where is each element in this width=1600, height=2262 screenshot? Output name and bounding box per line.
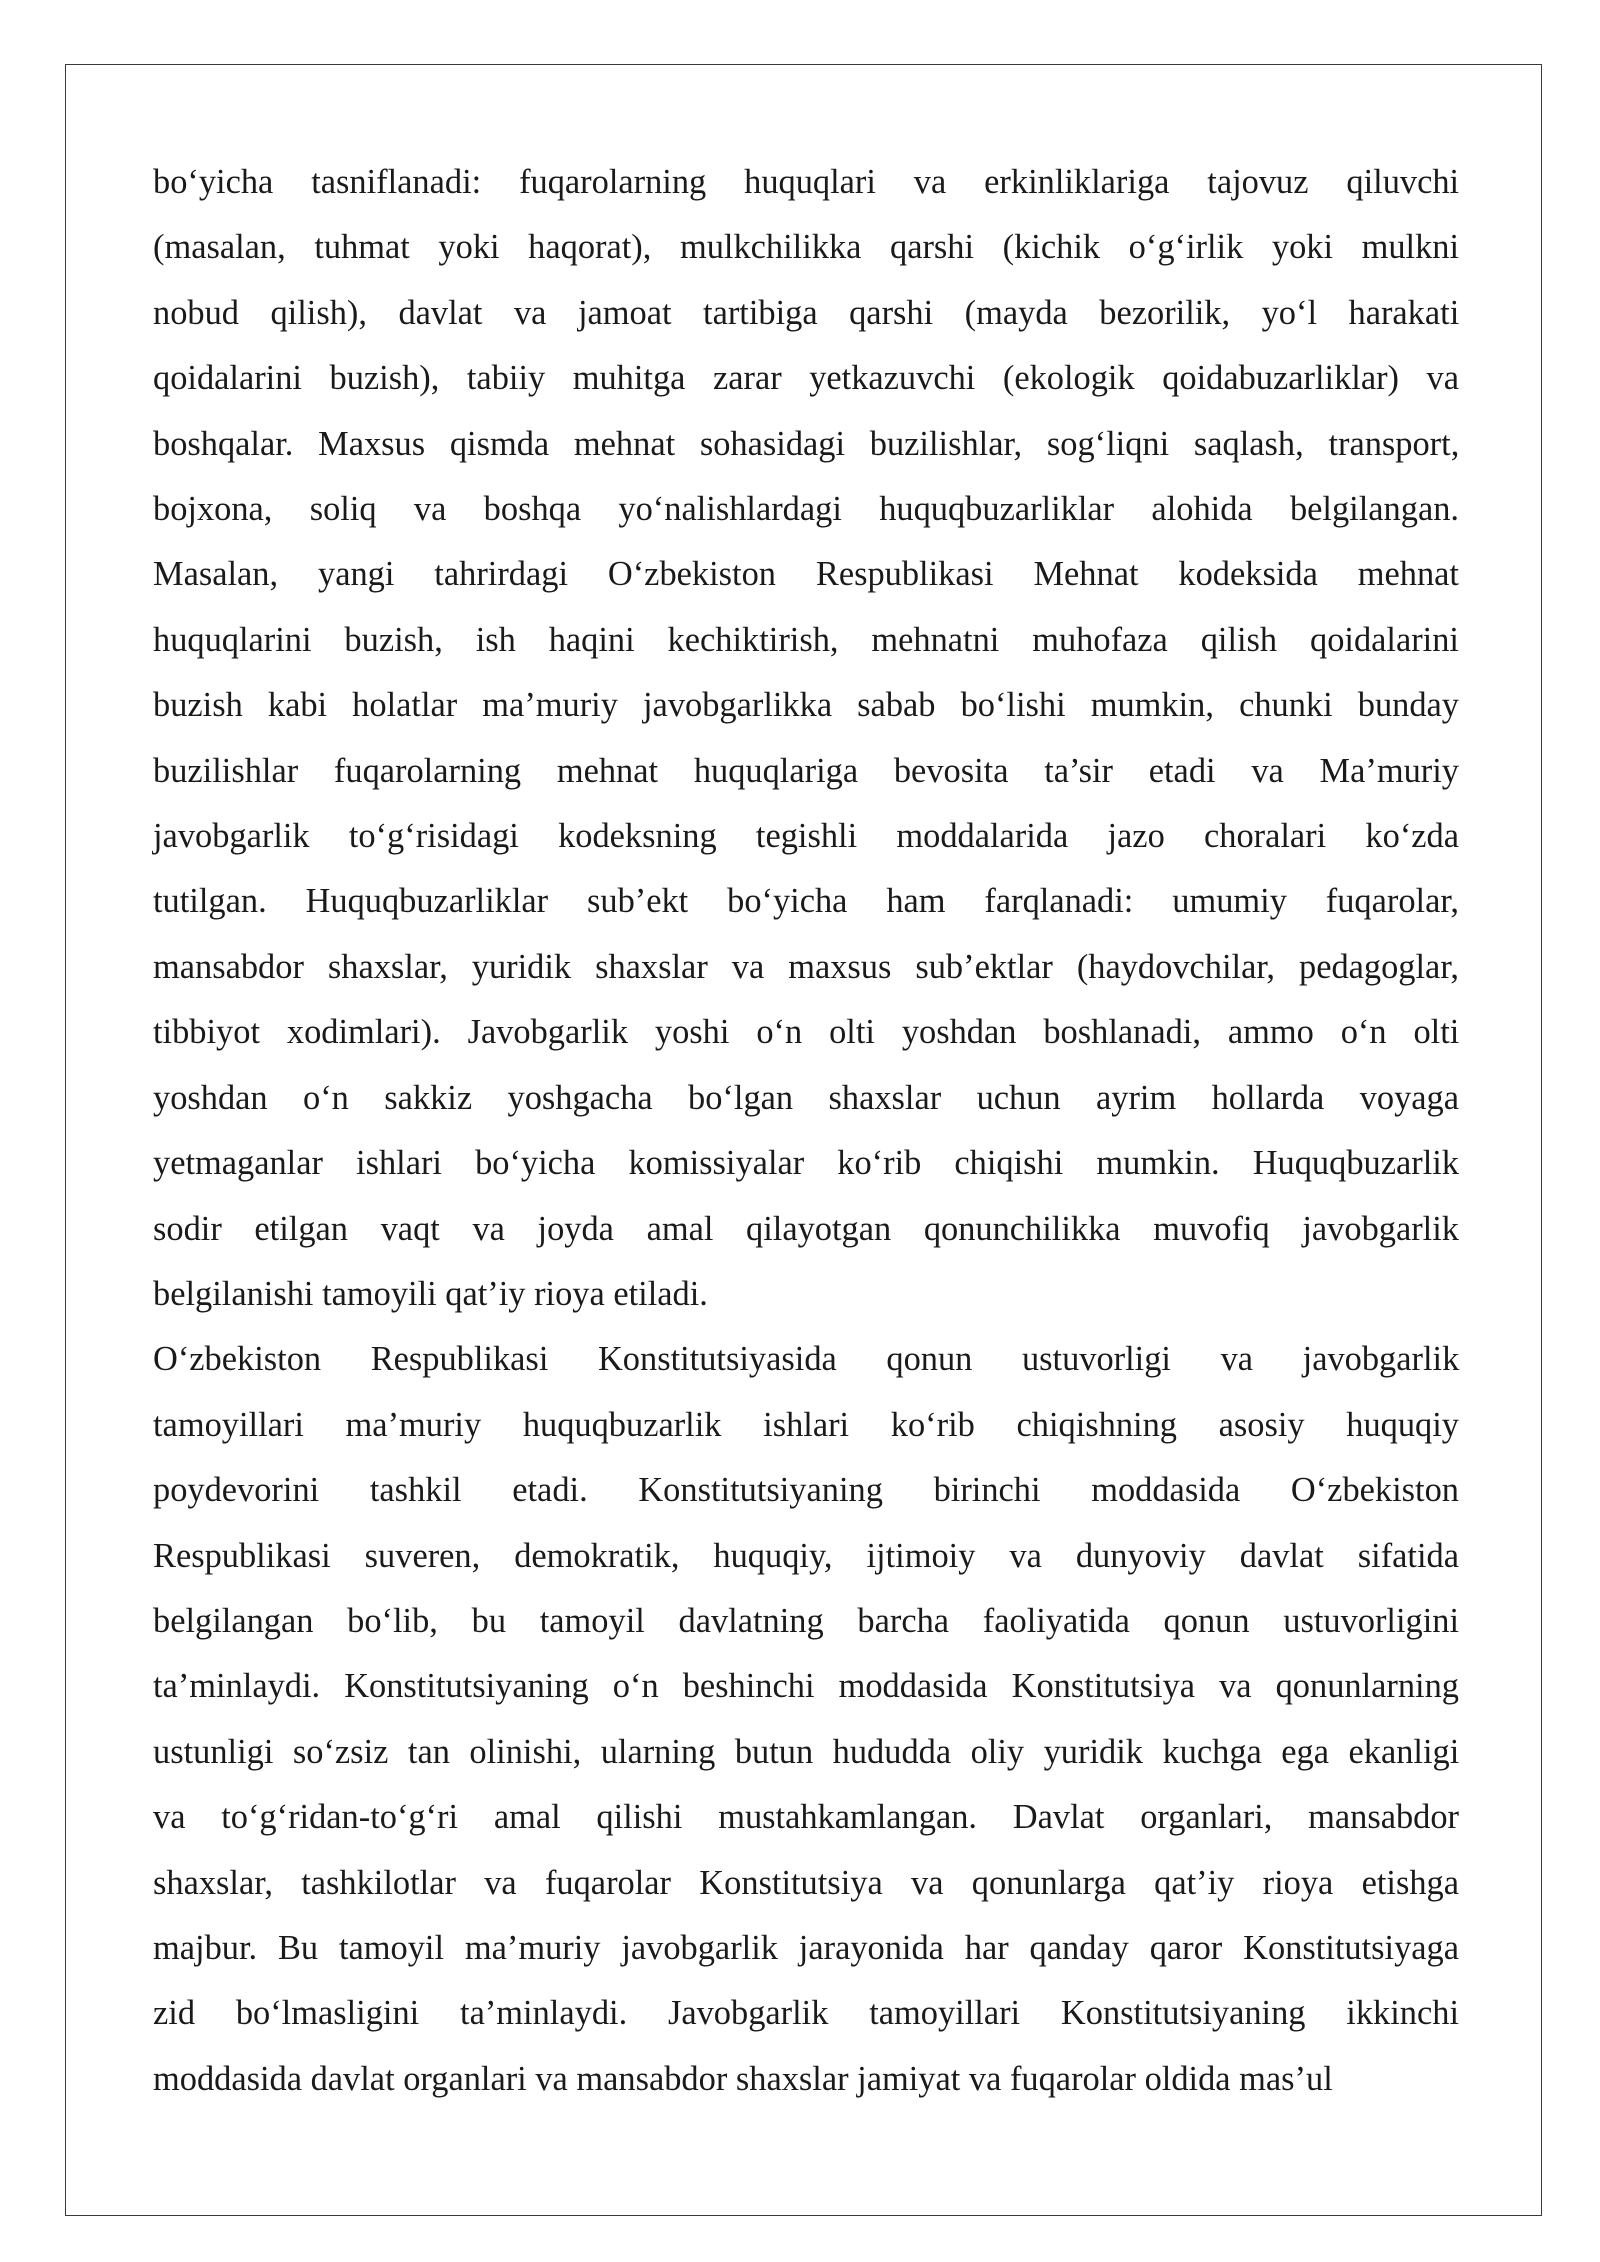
text-line: bojxona, soliq va boshqa yo‘nalishlardagi huquqbuzarliklar alohida belgilangan. <box>153 490 1460 529</box>
text-line: nobud qilish), davlat va jamoat tartibiga qarshi (mayda bezorilik, yo‘l harakati <box>153 293 1460 332</box>
text-line: va to‘g‘ridan-to‘g‘ri amal qilishi mustahkamlangan. Davlat organlari, mansabdor <box>153 1798 1459 1837</box>
paragraph-2 <box>153 1327 1459 2112</box>
text-line: zid bo‘lmasligini ta’minlaydi. Javobgarlik tamoyillari Konstitutsiyaning ikkinchi <box>153 1994 1459 2033</box>
text-line: belgilanishi tamoyili qat’iy rioya etiladi. <box>153 1274 708 1313</box>
text-line: sodir etilgan vaqt va joyda amal qilayotgan qonunchilikka muvofiq javobgarlik <box>153 1209 1459 1248</box>
text-line: Masalan, yangi tahrirdagi O‘zbekiston Respublikasi Mehnat kodeksida mehnat <box>153 555 1459 594</box>
text-line: huquqlarini buzish, ish haqini kechiktirish, mehnatni muhofaza qilish qoidalarini <box>153 620 1459 659</box>
text-line: (masalan, tuhmat yoki haqorat), mulkchilikka qarshi (kichik o‘g‘irlik yoki mulkni <box>153 228 1460 267</box>
text-line: poydevorini tashkil etadi. Konstitutsiyaning birinchi moddasida O‘zbekiston <box>153 1471 1459 1510</box>
text-line: ustunligi so‘zsiz tan olinishi, ularning butun hududda oliy yuridik kuchga ega ekanligi <box>153 1732 1460 1771</box>
text-line: yetmaganlar ishlari bo‘yicha komissiyalar ko‘rib chiqishi mumkin. Huquqbuzarlik <box>153 1144 1459 1183</box>
text-line: majbur. Bu tamoyil ma’muriy javobgarlik jarayonida har qanday qaror Konstitutsiyaga <box>153 1928 1459 1967</box>
text-line: ta’minlaydi. Konstitutsiyaning o‘n beshinchi moddasida Konstitutsiya va qonunlarning <box>153 1667 1459 1706</box>
text-line: tamoyillari ma’muriy huquqbuzarlik ishlari ko‘rib chiqishning asosiy huquqiy <box>153 1405 1459 1444</box>
text-line: boshqalar. Maxsus qismda mehnat sohasidagi buzilishlar, sog‘liqni saqlash, transport, <box>153 424 1460 463</box>
text-line: O‘zbekiston Respublikasi Konstitutsiyasida qonun ustuvorligi va javobgarlik <box>153 1340 1460 1379</box>
paragraph-1 <box>153 150 1459 1327</box>
text-line: mansabdor shaxslar, yuridik shaxslar va maxsus sub’ektlar (haydovchilar, pedagoglar, <box>153 947 1459 986</box>
text-line: Respublikasi suveren, demokratik, huquqiy, ijtimoiy va dunyoviy davlat sifatida <box>153 1536 1459 1575</box>
text-line: belgilangan bo‘lib, bu tamoyil davlatning barcha faoliyatida qonun ustuvorligini <box>153 1601 1460 1640</box>
text-line: tutilgan. Huquqbuzarliklar sub’ekt bo‘yicha ham farqlanadi: umumiy fuqarolar, <box>153 882 1460 921</box>
text-line: qoidalarini buzish), tabiiy muhitga zarar yetkazuvchi (ekologik qoidabuzarliklar) va <box>153 359 1459 398</box>
text-line: buzish kabi holatlar ma’muriy javobgarlikka sabab bo‘lishi mumkin, chunki bunday <box>153 686 1459 725</box>
text-line: javobgarlik to‘g‘risidagi kodeksning tegishli moddalarida jazo choralari ko‘zda <box>153 817 1459 856</box>
text-line: buzilishlar fuqarolarning mehnat huquqlariga bevosita ta’sir etadi va Ma’muriy <box>153 751 1459 790</box>
text-line: shaxslar, tashkilotlar va fuqarolar Konstitutsiya va qonunlarga qat’iy rioya etishga <box>153 1863 1459 1902</box>
document-body <box>153 150 1459 2112</box>
text-line: moddasida davlat organlari va mansabdor shaxslar jamiyat va fuqarolar oldida mas’ul <box>153 2059 1333 2098</box>
text-line: yoshdan o‘n sakkiz yoshgacha bo‘lgan shaxslar uchun ayrim hollarda voyaga <box>153 1078 1459 1117</box>
text-line: bo‘yicha tasniflanadi: fuqarolarning huquqlari va erkinliklariga tajovuz qiluvchi <box>153 163 1460 201</box>
text-line: tibbiyot xodimlari). Javobgarlik yoshi o‘n olti yoshdan boshlanadi, ammo o‘n olti <box>153 1013 1460 1052</box>
